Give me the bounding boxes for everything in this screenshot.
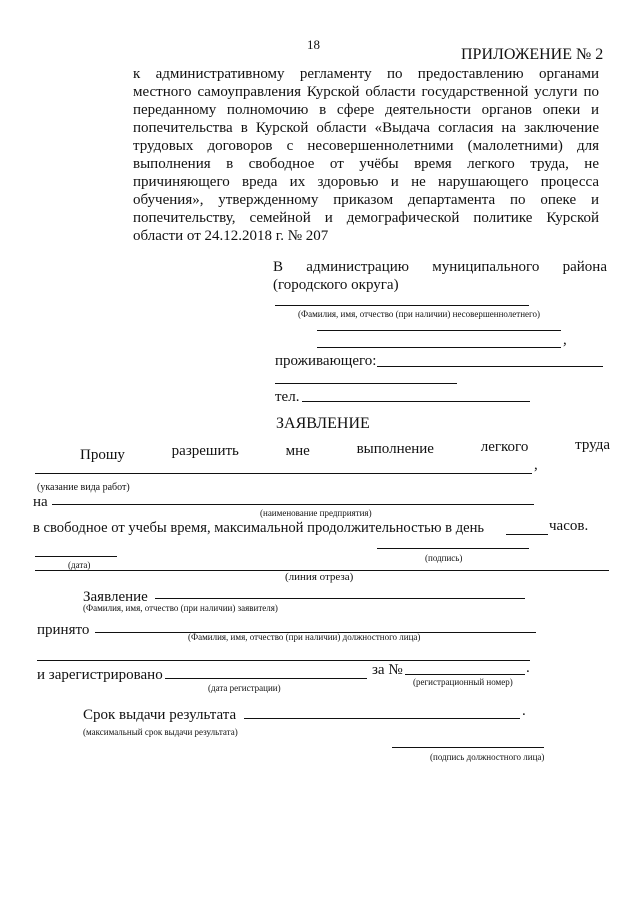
registration-date-field[interactable] <box>165 678 367 679</box>
appendix-line: попечительству, семейной и демографической политике Курской <box>133 210 599 226</box>
addressee-line-2: (городского округа) <box>273 277 399 293</box>
appendix-line: области от 24.12.2018 г. № 207 <box>133 228 329 244</box>
request-line: Прошу разрешить мне выполнение легкого труда <box>80 437 610 463</box>
deadline-period: . <box>522 703 526 719</box>
hint-minor-name: (Фамилия, имя, отчество (при наличии) несовершеннолетнего) <box>298 309 540 319</box>
work-type-field[interactable] <box>35 473 532 474</box>
hint-enterprise: (наименование предприятия) <box>260 508 372 518</box>
hint-deadline: (максимальный срок выдачи результата) <box>83 727 238 737</box>
deadline-label: Срок выдачи результата <box>83 707 237 723</box>
number-label: за № <box>372 662 403 678</box>
minor-name-field-2[interactable] <box>317 330 561 331</box>
hint-applicant: (Фамилия, имя, отчество (при наличии) заявителя) <box>83 603 278 613</box>
appendix-line: местного самоуправления Курской области государственной услуги по <box>133 84 599 100</box>
appendix-line: обучения», утвержденному приказом департамента по опеке и <box>133 192 599 208</box>
registered-label: и зарегистрировано <box>37 667 163 683</box>
minor-name-field[interactable] <box>275 305 529 306</box>
hours-field[interactable] <box>506 534 548 535</box>
hint-official: (Фамилия, имя, отчество (при наличии) должностного лица) <box>188 632 421 642</box>
on-label: на <box>33 494 48 510</box>
statement-title: ЗАЯВЛЕНИЕ <box>276 415 370 432</box>
phone-label: тел. <box>275 389 300 405</box>
deadline-field[interactable] <box>244 718 520 719</box>
address-field-2[interactable] <box>275 383 457 384</box>
appendix-line: выполнения в свободное от учёбы время легкого труда, не <box>133 156 599 172</box>
comma: , <box>563 332 567 348</box>
appendix-line: к административному регламенту по предоставлению органами <box>133 66 599 82</box>
signature-field[interactable] <box>377 548 529 549</box>
residing-label: проживающего: <box>275 353 377 369</box>
addressee-line: В администрацию муниципального района <box>273 259 607 275</box>
applicant-name-field[interactable] <box>155 598 525 599</box>
receipt-statement-label: Заявление <box>83 589 148 605</box>
date-field[interactable] <box>35 556 117 557</box>
enterprise-field[interactable] <box>52 504 534 505</box>
accepted-label: принято <box>37 622 90 638</box>
period: . <box>526 660 530 676</box>
hours-label: часов. <box>549 518 589 534</box>
official-name-field-2[interactable] <box>37 660 530 661</box>
appendix-line: переданному полномочию в сфере деятельности органов опеки и <box>133 102 599 118</box>
cut-line-label: (линия отреза) <box>285 571 354 583</box>
official-signature-field[interactable] <box>392 747 544 748</box>
appendix-line: трудовых договоров с несовершеннолетними (малолетними) для <box>133 138 599 154</box>
hint-official-signature: (подпись должностного лица) <box>430 752 545 762</box>
hint-work-type: (указание вида работ) <box>37 482 130 493</box>
page-number: 18 <box>307 37 320 52</box>
hint-date: (дата) <box>68 560 91 570</box>
appendix-line: причиняющего вреда их здоровью и не нарушающего процесса <box>133 174 599 190</box>
appendix-line: попечительства в Курской области «Выдача согласия на заключение <box>133 120 599 136</box>
hint-signature: (подпись) <box>425 553 463 563</box>
comma: , <box>534 457 538 473</box>
free-time-text: в свободное от учебы время, максимальной продолжительностью в день <box>33 520 485 536</box>
registration-number-field[interactable] <box>405 674 525 675</box>
appendix-title: ПРИЛОЖЕНИЕ № 2 <box>461 46 604 63</box>
minor-name-field-3[interactable] <box>317 347 561 348</box>
hint-registration-number: (регистрационный номер) <box>413 677 513 687</box>
hint-registration-date: (дата регистрации) <box>208 683 281 693</box>
phone-field[interactable] <box>302 401 530 402</box>
address-field[interactable] <box>377 366 603 367</box>
